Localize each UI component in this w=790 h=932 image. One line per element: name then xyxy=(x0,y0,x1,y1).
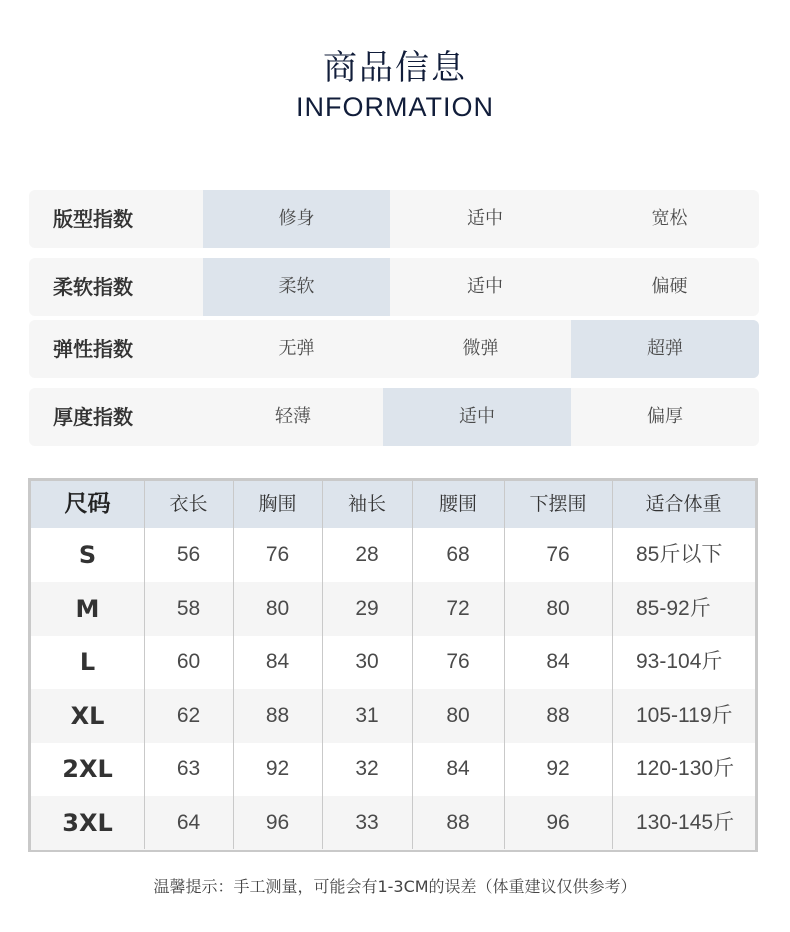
size-label: 2XL xyxy=(62,755,113,783)
measurement-note: 温馨提示：手工测量，可能会有1-3CM的误差（体重建议仅供参考） xyxy=(153,877,637,896)
column-divider xyxy=(612,481,613,849)
table-cell: 80 xyxy=(546,596,570,620)
table-cell: 84 xyxy=(546,650,570,673)
attribute-row-elasticity xyxy=(29,320,759,378)
table-cell: 88 xyxy=(546,703,570,727)
column-divider xyxy=(412,481,413,849)
table-cell: 85斤以下 xyxy=(636,543,723,566)
table-row xyxy=(31,796,755,850)
table-cell: 84 xyxy=(446,757,470,780)
table-cell: 93-104斤 xyxy=(636,650,723,673)
table-cell: 30 xyxy=(355,650,379,673)
size-table xyxy=(28,478,758,852)
table-row xyxy=(31,528,755,582)
table-cell: 80 xyxy=(265,596,290,620)
attribute-row-fit xyxy=(29,190,759,248)
table-cell: 96 xyxy=(265,810,290,834)
size-label: 3XL xyxy=(62,808,113,837)
attribute-option: 超弹 xyxy=(571,320,759,378)
page-title-en: INFORMATION xyxy=(296,92,494,122)
attribute-label: 弹性指数 xyxy=(53,337,133,361)
attribute-option: 柔软 xyxy=(203,258,390,316)
table-cell: 85-92斤 xyxy=(636,596,711,620)
attribute-option: 微弹 xyxy=(462,338,499,359)
attribute-option: 无弹 xyxy=(278,338,315,359)
table-row xyxy=(31,742,755,796)
size-table-header xyxy=(31,481,755,528)
table-cell: 64 xyxy=(176,810,201,834)
size-label: S xyxy=(78,541,97,569)
table-cell: 130-145斤 xyxy=(636,810,735,834)
attribute-label: 厚度指数 xyxy=(53,405,133,429)
table-row xyxy=(31,689,755,743)
table-row xyxy=(31,635,755,689)
column-divider xyxy=(233,481,234,849)
table-cell: 76 xyxy=(265,543,290,566)
attribute-row-softness xyxy=(29,258,759,316)
table-cell: 80 xyxy=(446,703,470,727)
table-cell: 63 xyxy=(176,757,201,780)
header-cell: 下摆围 xyxy=(529,493,587,515)
column-divider xyxy=(322,481,323,849)
table-cell: 62 xyxy=(176,703,201,727)
attribute-option: 适中 xyxy=(467,276,503,297)
table-cell: 92 xyxy=(265,757,290,780)
table-cell: 76 xyxy=(546,543,570,566)
table-cell: 92 xyxy=(546,757,570,780)
table-cell: 72 xyxy=(446,596,470,620)
attribute-label: 柔软指数 xyxy=(53,275,133,299)
table-cell: 68 xyxy=(446,543,470,566)
attribute-option: 修身 xyxy=(203,190,390,248)
table-cell: 33 xyxy=(355,810,379,834)
attribute-option: 适中 xyxy=(467,208,503,229)
table-cell: 120-130斤 xyxy=(636,757,735,780)
table-cell: 58 xyxy=(176,596,201,620)
size-label: L xyxy=(79,648,96,676)
size-label: XL xyxy=(70,701,105,730)
attribute-option: 宽松 xyxy=(651,208,688,229)
table-cell: 60 xyxy=(176,650,201,673)
table-cell: 76 xyxy=(446,650,470,673)
table-cell: 96 xyxy=(546,810,570,834)
attribute-option: 适中 xyxy=(383,388,571,446)
page-title-cn: 商品信息 xyxy=(323,48,467,88)
header-cell: 腰围 xyxy=(438,493,477,515)
column-divider xyxy=(504,481,505,849)
table-cell: 32 xyxy=(355,757,379,780)
column-divider xyxy=(144,481,145,849)
table-cell: 88 xyxy=(265,703,290,727)
attribute-option: 偏厚 xyxy=(647,406,683,427)
header-cell: 胸围 xyxy=(258,493,297,515)
table-cell: 29 xyxy=(355,596,379,620)
table-cell: 84 xyxy=(265,650,290,673)
attribute-option: 轻薄 xyxy=(275,406,311,427)
table-cell: 28 xyxy=(355,543,379,566)
size-label: M xyxy=(75,594,100,623)
header-cell: 衣长 xyxy=(169,493,208,515)
attribute-label: 版型指数 xyxy=(53,207,133,231)
header-cell: 袖长 xyxy=(347,493,386,515)
table-cell: 88 xyxy=(446,810,470,834)
table-cell: 105-119斤 xyxy=(636,703,733,727)
header-cell: 适合体重 xyxy=(645,493,722,515)
table-row xyxy=(31,582,755,636)
attribute-row-thickness xyxy=(29,388,759,446)
attribute-option: 偏硬 xyxy=(651,276,688,297)
table-cell: 56 xyxy=(176,543,201,566)
header-cell: 尺码 xyxy=(64,491,111,517)
table-cell: 31 xyxy=(355,703,379,727)
